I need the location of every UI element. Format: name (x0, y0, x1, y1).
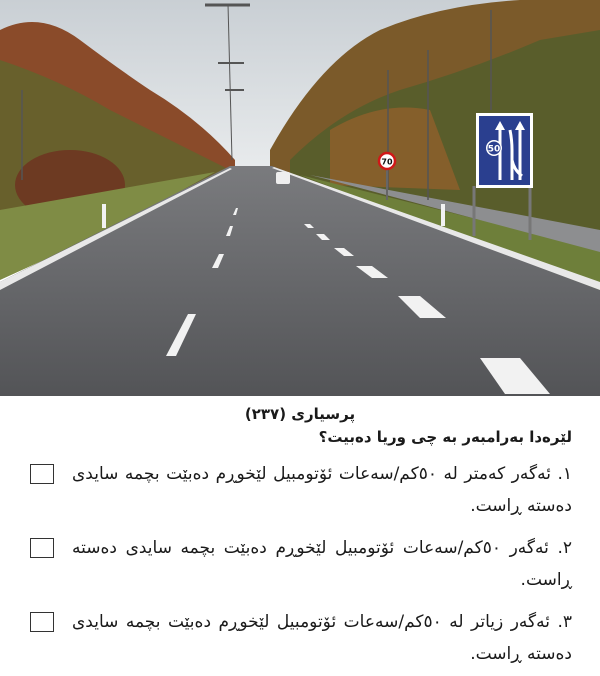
answer-options (28, 458, 572, 670)
answer-option-1-checkbox[interactable] (30, 464, 54, 484)
answer-option-3[interactable] (28, 606, 572, 670)
answer-option-2-checkbox[interactable] (30, 538, 54, 558)
answer-option-3-text: ٣. ئەگەر زیاتر لە ٥٠کم/سەعات ئۆتومبیل لێخوڕم دەبێت بچمە سایدی دەستە ڕاست. (72, 612, 572, 664)
answer-option-1-text: ١. ئەگەر کەمتر لە ٥٠کم/سەعات ئۆتومبیل لێخوڕم دەبێت بچمە سایدی دەستە ڕاست. (72, 464, 573, 516)
answer-option-1[interactable] (28, 458, 572, 522)
question-number: پرسیاری (٢٣٧) (244, 405, 356, 423)
answer-option-3-checkbox[interactable] (30, 612, 54, 632)
distant-car (276, 172, 290, 184)
question-title: لێرەدا بەرامبەر بە چی وریا دەبیت؟ (318, 428, 572, 446)
answer-option-2-text: ٢. ئەگەر ٥٠کم/سەعات ئۆتومبیل لێخوڕم دەبێت بچمە سایدی دەستە ڕاست. (72, 538, 572, 590)
question-block (0, 404, 600, 670)
svg-text:70: 70 (381, 157, 393, 167)
answer-option-2[interactable] (28, 532, 572, 596)
svg-text:50: 50 (487, 144, 501, 155)
